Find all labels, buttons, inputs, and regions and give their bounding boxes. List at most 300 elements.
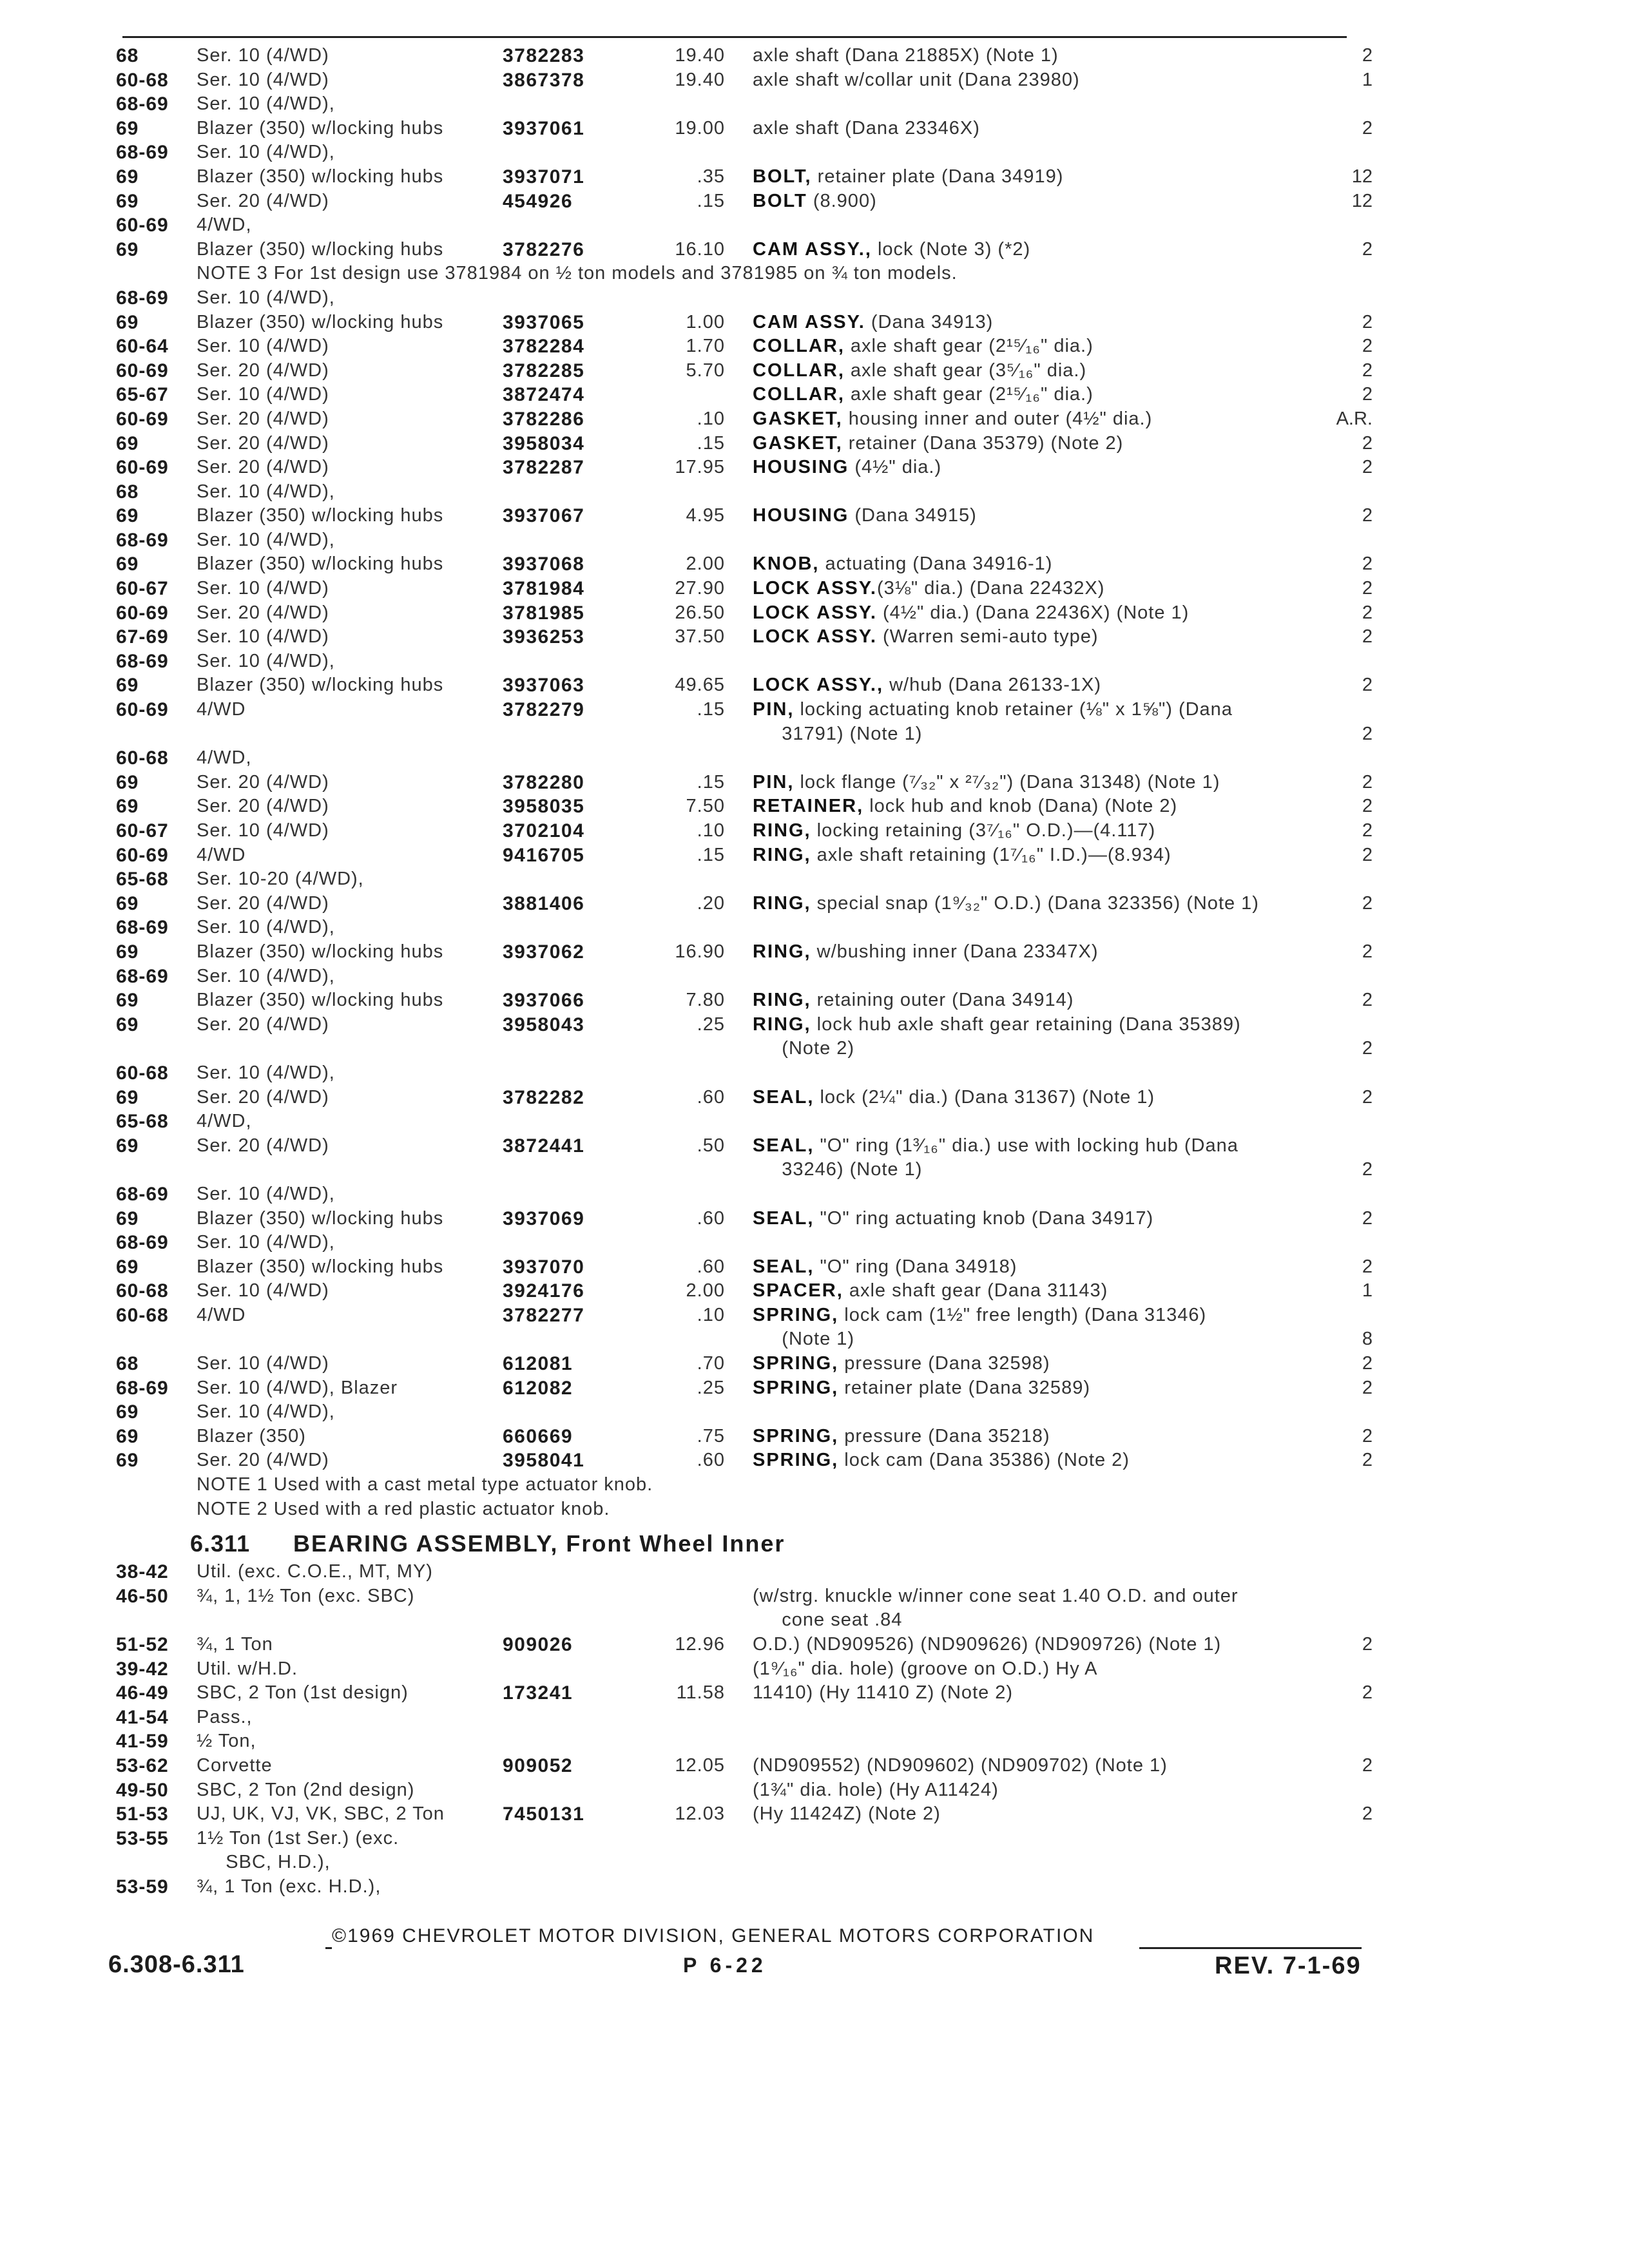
- year-range: 68-69: [116, 1377, 169, 1399]
- part-number: 3937062: [503, 941, 585, 963]
- parts-row: [0, 1875, 1629, 1899]
- list-price: 1.70: [686, 336, 725, 357]
- application-desc: ¾, 1 Ton: [197, 1634, 273, 1655]
- list-price: 16.90: [675, 941, 725, 962]
- quantity: 2: [1362, 723, 1373, 744]
- item-detail: (Dana 34913): [865, 311, 994, 332]
- parts-row: [0, 940, 1629, 965]
- application-desc: Ser. 20 (4/WD): [197, 457, 329, 478]
- item-name: RING,: [753, 941, 811, 962]
- part-number: 3872474: [503, 384, 585, 406]
- application-desc: Ser. 10 (4/WD),: [197, 481, 335, 502]
- application-desc: 4/WD,: [197, 1111, 252, 1132]
- list-price: 1.00: [686, 311, 725, 332]
- year-range: 60-69: [116, 457, 169, 479]
- application-desc: Ser. 20 (4/WD): [197, 602, 329, 623]
- application-desc: Ser. 10 (4/WD),: [197, 1232, 335, 1253]
- part-number: 3937065: [503, 311, 585, 333]
- quantity: 2: [1362, 1634, 1373, 1655]
- item-detail: lock cam (Dana 35386) (Note 2): [838, 1450, 1130, 1471]
- quantity: 2: [1362, 45, 1373, 66]
- item-description: [753, 1134, 1239, 1158]
- list-price: .60: [697, 1450, 725, 1471]
- item-detail: lock cam (1½" free length) (Dana 31346): [838, 1304, 1207, 1325]
- application-desc: Blazer (350) w/locking hubs: [197, 1256, 444, 1277]
- application-desc: Ser. 20 (4/WD): [197, 1086, 329, 1108]
- parts-row: [0, 432, 1629, 456]
- year-range: 53-62: [116, 1754, 169, 1776]
- year-range: 60-68: [116, 1062, 169, 1084]
- application-desc: Ser. 10 (4/WD),: [197, 965, 335, 986]
- list-price: 19.40: [675, 69, 725, 90]
- quantity: 2: [1362, 820, 1373, 841]
- application-desc: Ser. 10 (4/WD),: [197, 142, 335, 163]
- parts-row: [0, 843, 1629, 868]
- list-price: 5.70: [686, 360, 725, 381]
- item-description: [753, 1303, 1206, 1328]
- part-number: 3924176: [503, 1280, 585, 1302]
- parts-row: [0, 1633, 1629, 1657]
- list-price: .25: [697, 1377, 725, 1398]
- item-name: CAM ASSY.: [753, 311, 865, 332]
- item-detail: axle shaft w/collar unit (Dana 23980): [753, 69, 1080, 90]
- parts-row: [0, 504, 1629, 528]
- year-range: 69: [116, 166, 139, 187]
- list-price: 16.10: [675, 238, 725, 260]
- year-range: 69: [116, 190, 139, 212]
- list-price: .60: [697, 1207, 725, 1229]
- item-name: SPRING,: [753, 1450, 839, 1471]
- quantity: 2: [1362, 1450, 1373, 1471]
- parts-row: [0, 407, 1629, 432]
- parts-row: [0, 1158, 1629, 1182]
- quantity: 2: [1362, 1159, 1373, 1180]
- list-price: 19.00: [675, 117, 725, 139]
- year-range: 60-68: [116, 69, 169, 91]
- list-price: .10: [697, 408, 725, 429]
- application-desc: Ser. 10 (4/WD),: [197, 529, 335, 550]
- quantity: 2: [1362, 771, 1373, 793]
- parts-row: [0, 1584, 1629, 1609]
- year-range: 60-69: [116, 602, 169, 624]
- parts-row: [0, 1013, 1629, 1037]
- application-desc: Corvette: [197, 1754, 273, 1776]
- quantity: 2: [1362, 1207, 1373, 1229]
- item-detail: axle shaft retaining (1⁷⁄₁₆" I.D.)—(8.934): [811, 844, 1171, 865]
- item-name: COLLAR,: [753, 384, 845, 405]
- parts-row: [0, 892, 1629, 916]
- application-desc: Blazer (350) w/locking hubs: [197, 941, 444, 962]
- quantity: 1: [1362, 69, 1373, 90]
- year-range: 49-50: [116, 1779, 169, 1801]
- parts-row: [0, 1279, 1629, 1303]
- year-range: 69: [116, 892, 139, 914]
- application-desc: Blazer (350) w/locking hubs: [197, 505, 444, 526]
- parts-row: [0, 1231, 1629, 1255]
- application-desc: Blazer (350) w/locking hubs: [197, 990, 444, 1011]
- item-name: RING,: [753, 1014, 811, 1035]
- year-range: 51-53: [116, 1803, 169, 1825]
- year-range: 68-69: [116, 529, 169, 551]
- parts-row: [0, 794, 1629, 819]
- year-range: 68-69: [116, 650, 169, 672]
- item-name: COLLAR,: [753, 360, 845, 381]
- parts-row: [0, 1376, 1629, 1401]
- application-desc: 4/WD: [197, 1304, 246, 1325]
- part-number: 3782285: [503, 360, 585, 381]
- part-number: 660669: [503, 1425, 574, 1447]
- part-number: 3782282: [503, 1086, 585, 1108]
- item-detail: lock hub axle shaft gear retaining (Dana 35389): [811, 1014, 1241, 1035]
- year-range: 51-52: [116, 1634, 169, 1655]
- list-price: .10: [697, 820, 725, 841]
- section-reference: 6.308-6.311: [108, 1951, 245, 1978]
- item-detail: locking retaining (3⁷⁄₁₆" O.D.)—(4.117): [811, 820, 1156, 841]
- year-range: 69: [116, 1014, 139, 1035]
- year-range: 69: [116, 675, 139, 697]
- part-number: 3937070: [503, 1256, 585, 1278]
- application-desc: Blazer (350) w/locking hubs: [197, 238, 444, 260]
- item-description: [753, 1608, 902, 1633]
- application-desc: ½ Ton,: [197, 1731, 256, 1752]
- parts-row: [0, 165, 1629, 189]
- parts-row: [0, 456, 1629, 480]
- parts-row: [0, 117, 1629, 141]
- item-name: SEAL,: [753, 1086, 815, 1108]
- item-detail: 33246) (Note 1): [753, 1159, 923, 1180]
- item-name: SEAL,: [753, 1135, 815, 1156]
- list-price: .15: [697, 699, 725, 720]
- application-desc: NOTE 1 Used with a cast metal type actuator knob.: [197, 1474, 653, 1495]
- item-detail: (Note 1): [753, 1329, 855, 1350]
- year-range: 68: [116, 45, 139, 66]
- list-price: 37.50: [675, 626, 725, 648]
- year-range: 69: [116, 432, 139, 454]
- application-desc: Util. w/H.D.: [197, 1658, 298, 1679]
- item-name: LOCK ASSY.: [753, 602, 877, 623]
- item-detail: (3⅛" dia.) (Dana 22432X): [876, 578, 1105, 599]
- parts-row: [0, 140, 1629, 165]
- parts-row: [0, 1327, 1629, 1352]
- year-range: 68-69: [116, 1183, 169, 1205]
- item-name: BOLT: [753, 190, 807, 211]
- application-desc: 4/WD: [197, 844, 246, 865]
- item-name: LOCK ASSY.: [753, 578, 877, 599]
- application-desc: 4/WD: [197, 699, 246, 720]
- parts-row: [0, 1207, 1629, 1231]
- item-detail: (Hy 11424Z) (Note 2): [753, 1803, 941, 1825]
- application-desc: Blazer (350): [197, 1425, 306, 1446]
- parts-row: [0, 552, 1629, 577]
- list-price: .15: [697, 432, 725, 454]
- year-range: 69: [116, 505, 139, 527]
- application-desc: Ser. 10 (4/WD): [197, 1280, 329, 1302]
- part-number: 612082: [503, 1377, 574, 1399]
- item-name: HOUSING: [753, 505, 849, 526]
- year-range: 41-54: [116, 1706, 169, 1728]
- application-desc: Ser. 20 (4/WD): [197, 432, 329, 454]
- application-desc: Ser. 10-20 (4/WD),: [197, 869, 364, 890]
- parts-row: [0, 359, 1629, 383]
- list-price: 2.00: [686, 553, 725, 575]
- quantity: 12: [1351, 190, 1373, 211]
- parts-row: [0, 698, 1629, 722]
- year-range: 68: [116, 1353, 139, 1375]
- parts-row: [0, 649, 1629, 674]
- application-desc: Ser. 10 (4/WD): [197, 1353, 329, 1374]
- parts-row: [0, 1255, 1629, 1280]
- parts-row: [0, 1802, 1629, 1827]
- parts-row: [0, 238, 1629, 262]
- application-desc: Ser. 10 (4/WD): [197, 820, 329, 841]
- year-range: 39-42: [116, 1658, 169, 1680]
- quantity: 2: [1362, 505, 1373, 526]
- parts-row: [0, 1303, 1629, 1328]
- application-desc: SBC, 2 Ton (1st design): [197, 1682, 409, 1704]
- parts-row: [0, 480, 1629, 505]
- application-desc: Ser. 20 (4/WD): [197, 892, 329, 914]
- quantity: 12: [1351, 166, 1373, 187]
- parts-row: [0, 68, 1629, 93]
- part-number: 3782280: [503, 771, 585, 793]
- application-desc: Util. (exc. C.O.E., MT, MY): [197, 1561, 433, 1582]
- year-range: 69: [116, 796, 139, 818]
- application-desc: NOTE 3 For 1st design use 3781984 on ½ ton models and 3781985 on ¾ ton models.: [197, 263, 958, 284]
- parts-row: [0, 286, 1629, 311]
- quantity: 2: [1362, 311, 1373, 332]
- list-price: .70: [697, 1353, 725, 1374]
- item-name: SPRING,: [753, 1425, 839, 1446]
- item-name: SPRING,: [753, 1377, 839, 1398]
- application-desc: Blazer (350) w/locking hubs: [197, 553, 444, 575]
- parts-list: [0, 44, 1629, 1899]
- item-name: RING,: [753, 892, 811, 914]
- application-desc: UJ, UK, VJ, VK, SBC, 2 Ton: [197, 1803, 445, 1825]
- part-number: 909026: [503, 1634, 574, 1655]
- year-range: 67-69: [116, 626, 169, 648]
- item-detail: axle shaft gear (3⁵⁄₁₆" dia.): [844, 360, 1087, 381]
- year-range: 41-59: [116, 1731, 169, 1753]
- section-number: 6.311: [190, 1530, 251, 1557]
- item-name: RING,: [753, 844, 811, 865]
- list-price: .25: [697, 1014, 725, 1035]
- part-number: 3937067: [503, 505, 585, 527]
- quantity: 2: [1362, 602, 1373, 623]
- item-detail: w/bushing inner (Dana 23347X): [811, 941, 1099, 962]
- part-number: 9416705: [503, 844, 585, 866]
- parts-row: [0, 1352, 1629, 1376]
- year-range: 69: [116, 1450, 139, 1472]
- part-number: 454926: [503, 190, 574, 212]
- part-number: 3781984: [503, 578, 585, 600]
- item-detail: axle shaft gear (2¹⁵⁄₁₆" dia.): [844, 384, 1094, 405]
- parts-row: [0, 1134, 1629, 1158]
- item-detail: lock flange (⁷⁄₃₂" x ²⁷⁄₃₂") (Dana 31348) (Note 1): [794, 771, 1220, 793]
- quantity: 2: [1362, 1353, 1373, 1374]
- item-detail: axle shaft (Dana 21885X) (Note 1): [753, 45, 1059, 66]
- year-range: 53-59: [116, 1876, 169, 1898]
- part-number: 3782287: [503, 457, 585, 479]
- application-desc: NOTE 2 Used with a red plastic actuator knob.: [197, 1498, 610, 1519]
- year-range: 69: [116, 1086, 139, 1108]
- parts-row: [0, 577, 1629, 601]
- item-detail: w/hub (Dana 26133-1X): [883, 675, 1101, 696]
- parts-row: [0, 673, 1629, 698]
- item-detail: axle shaft (Dana 23346X): [753, 117, 980, 139]
- application-desc: Ser. 20 (4/WD): [197, 1135, 329, 1156]
- list-price: 7.50: [686, 796, 725, 817]
- year-range: 68: [116, 481, 139, 503]
- application-desc: Pass.,: [197, 1706, 253, 1727]
- year-range: 68-69: [116, 1232, 169, 1254]
- part-number: 3782283: [503, 45, 585, 66]
- item-detail: 11410) (Hy 11410 Z) (Note 2): [753, 1682, 1014, 1704]
- quantity: 2: [1362, 1425, 1373, 1446]
- year-range: 69: [116, 311, 139, 333]
- year-range: 65-68: [116, 869, 169, 890]
- application-desc: SBC, H.D.),: [197, 1852, 331, 1873]
- application-desc: ¾, 1 Ton (exc. H.D.),: [197, 1876, 381, 1897]
- item-detail: pressure (Dana 35218): [838, 1425, 1050, 1446]
- quantity: 2: [1362, 384, 1373, 405]
- parts-row: [0, 92, 1629, 117]
- part-number: 3958043: [503, 1014, 585, 1035]
- list-price: .15: [697, 190, 725, 211]
- quantity: 2: [1362, 941, 1373, 962]
- parts-row: [0, 1850, 1629, 1875]
- list-price: .15: [697, 771, 725, 793]
- year-range: 69: [116, 1207, 139, 1229]
- parts-row: [0, 1657, 1629, 1682]
- page-number: P 6-22: [683, 1954, 767, 1977]
- year-range: 60-69: [116, 215, 169, 236]
- item-detail: actuating (Dana 34916-1): [819, 553, 1053, 575]
- year-range: 68-69: [116, 93, 169, 115]
- revision-date: REV. 7-1-69: [1215, 1952, 1362, 1979]
- application-desc: Ser. 10 (4/WD),: [197, 1183, 335, 1204]
- application-desc: Ser. 10 (4/WD): [197, 626, 329, 648]
- item-name: SPRING,: [753, 1353, 839, 1374]
- year-range: 69: [116, 941, 139, 963]
- item-detail: (Warren semi-auto type): [876, 626, 1099, 648]
- item-detail: cone seat .84: [753, 1610, 903, 1631]
- item-detail: axle shaft gear (2¹⁵⁄₁₆" dia.): [844, 336, 1094, 357]
- parts-row: [0, 1086, 1629, 1110]
- copyright-line: ©1969 CHEVROLET MOTOR DIVISION, GENERAL MOTORS CORPORATION: [332, 1925, 1095, 1946]
- year-range: 46-49: [116, 1682, 169, 1704]
- application-desc: Ser. 20 (4/WD): [197, 1014, 329, 1035]
- parts-row: [0, 383, 1629, 407]
- year-range: 60-69: [116, 844, 169, 866]
- item-detail: (1⁹⁄₁₆" dia. hole) (groove on O.D.) Hy A: [753, 1658, 1098, 1679]
- item-detail: (Note 2): [753, 1038, 855, 1059]
- year-range: 60-67: [116, 820, 169, 841]
- item-detail: special snap (1⁹⁄₃₂" O.D.) (Dana 323356) (Note 1): [811, 892, 1259, 914]
- item-description: [753, 698, 1233, 722]
- item-name: BOLT,: [753, 166, 812, 187]
- parts-row: [0, 771, 1629, 795]
- parts-row: [0, 867, 1629, 892]
- item-description: [753, 1013, 1241, 1037]
- parts-row: [0, 1754, 1629, 1778]
- quantity: 2: [1362, 1086, 1373, 1108]
- section-title: BEARING ASSEMBLY, Front Wheel Inner: [293, 1530, 786, 1557]
- year-range: 65-67: [116, 384, 169, 406]
- year-range: 69: [116, 1256, 139, 1278]
- item-name: COLLAR,: [753, 336, 845, 357]
- part-number: 3781985: [503, 602, 585, 624]
- year-range: 60-68: [116, 1280, 169, 1302]
- item-detail: retainer plate (Dana 34919): [811, 166, 1064, 187]
- year-range: 68-69: [116, 142, 169, 164]
- application-desc: Ser. 10 (4/WD),: [197, 93, 335, 115]
- quantity: 2: [1362, 578, 1373, 599]
- application-desc: Ser. 10 (4/WD), Blazer: [197, 1377, 398, 1398]
- parts-row: [0, 1827, 1629, 1851]
- list-price: .20: [697, 892, 725, 914]
- list-price: .15: [697, 844, 725, 865]
- application-desc: Ser. 10 (4/WD),: [197, 917, 335, 938]
- list-price: 12.05: [675, 1754, 725, 1776]
- item-name: GASKET,: [753, 432, 843, 454]
- application-desc: 4/WD,: [197, 747, 252, 769]
- application-desc: Ser. 10 (4/WD),: [197, 1401, 335, 1423]
- year-range: 69: [116, 1425, 139, 1447]
- item-detail: (4½" dia.): [849, 457, 942, 478]
- part-number: 3937068: [503, 553, 585, 575]
- item-detail: O.D.) (ND909526) (ND909626) (ND909726) (Note 1): [753, 1634, 1222, 1655]
- parts-row: [0, 189, 1629, 214]
- list-price: .50: [697, 1135, 725, 1156]
- part-number: 3872441: [503, 1135, 585, 1157]
- item-detail: 31791) (Note 1): [753, 723, 923, 744]
- list-price: 2.00: [686, 1280, 725, 1302]
- application-desc: Blazer (350) w/locking hubs: [197, 675, 444, 696]
- part-number: 3937069: [503, 1207, 585, 1229]
- section-heading: [0, 1521, 1629, 1560]
- item-detail: lock (Note 3) (*2): [871, 238, 1031, 260]
- quantity: 2: [1362, 360, 1373, 381]
- list-price: 19.40: [675, 45, 725, 66]
- item-detail: housing inner and outer (4½" dia.): [842, 408, 1153, 429]
- application-desc: 1½ Ton (1st Ser.) (exc.: [197, 1827, 400, 1849]
- year-range: 69: [116, 553, 139, 575]
- parts-row: [0, 213, 1629, 238]
- year-range: 60-69: [116, 408, 169, 430]
- footer-rule-right: [1139, 1947, 1362, 1949]
- item-detail: "O" ring actuating knob (Dana 34917): [814, 1207, 1154, 1229]
- parts-row: [0, 1110, 1629, 1134]
- application-desc: Ser. 20 (4/WD): [197, 1450, 329, 1471]
- footer-rule-left: [325, 1947, 332, 1949]
- application-desc: Ser. 20 (4/WD): [197, 408, 329, 429]
- parts-row: [0, 1681, 1629, 1706]
- item-name: RING,: [753, 990, 811, 1011]
- application-desc: Ser. 20 (4/WD): [197, 190, 329, 211]
- list-price: .75: [697, 1425, 725, 1446]
- item-detail: lock (2¼" dia.) (Dana 31367) (Note 1): [814, 1086, 1155, 1108]
- item-detail: "O" ring (Dana 34918): [814, 1256, 1017, 1277]
- quantity: 2: [1362, 626, 1373, 648]
- item-detail: retainer (Dana 35379) (Note 2): [842, 432, 1124, 454]
- item-name: SPACER,: [753, 1280, 843, 1302]
- item-name: KNOB,: [753, 553, 820, 575]
- parts-row: [0, 746, 1629, 771]
- parts-row: [0, 262, 1629, 286]
- item-detail: (1¾" dia. hole) (Hy A11424): [753, 1779, 999, 1800]
- application-desc: Ser. 20 (4/WD): [197, 360, 329, 381]
- item-name: SPRING,: [753, 1304, 839, 1325]
